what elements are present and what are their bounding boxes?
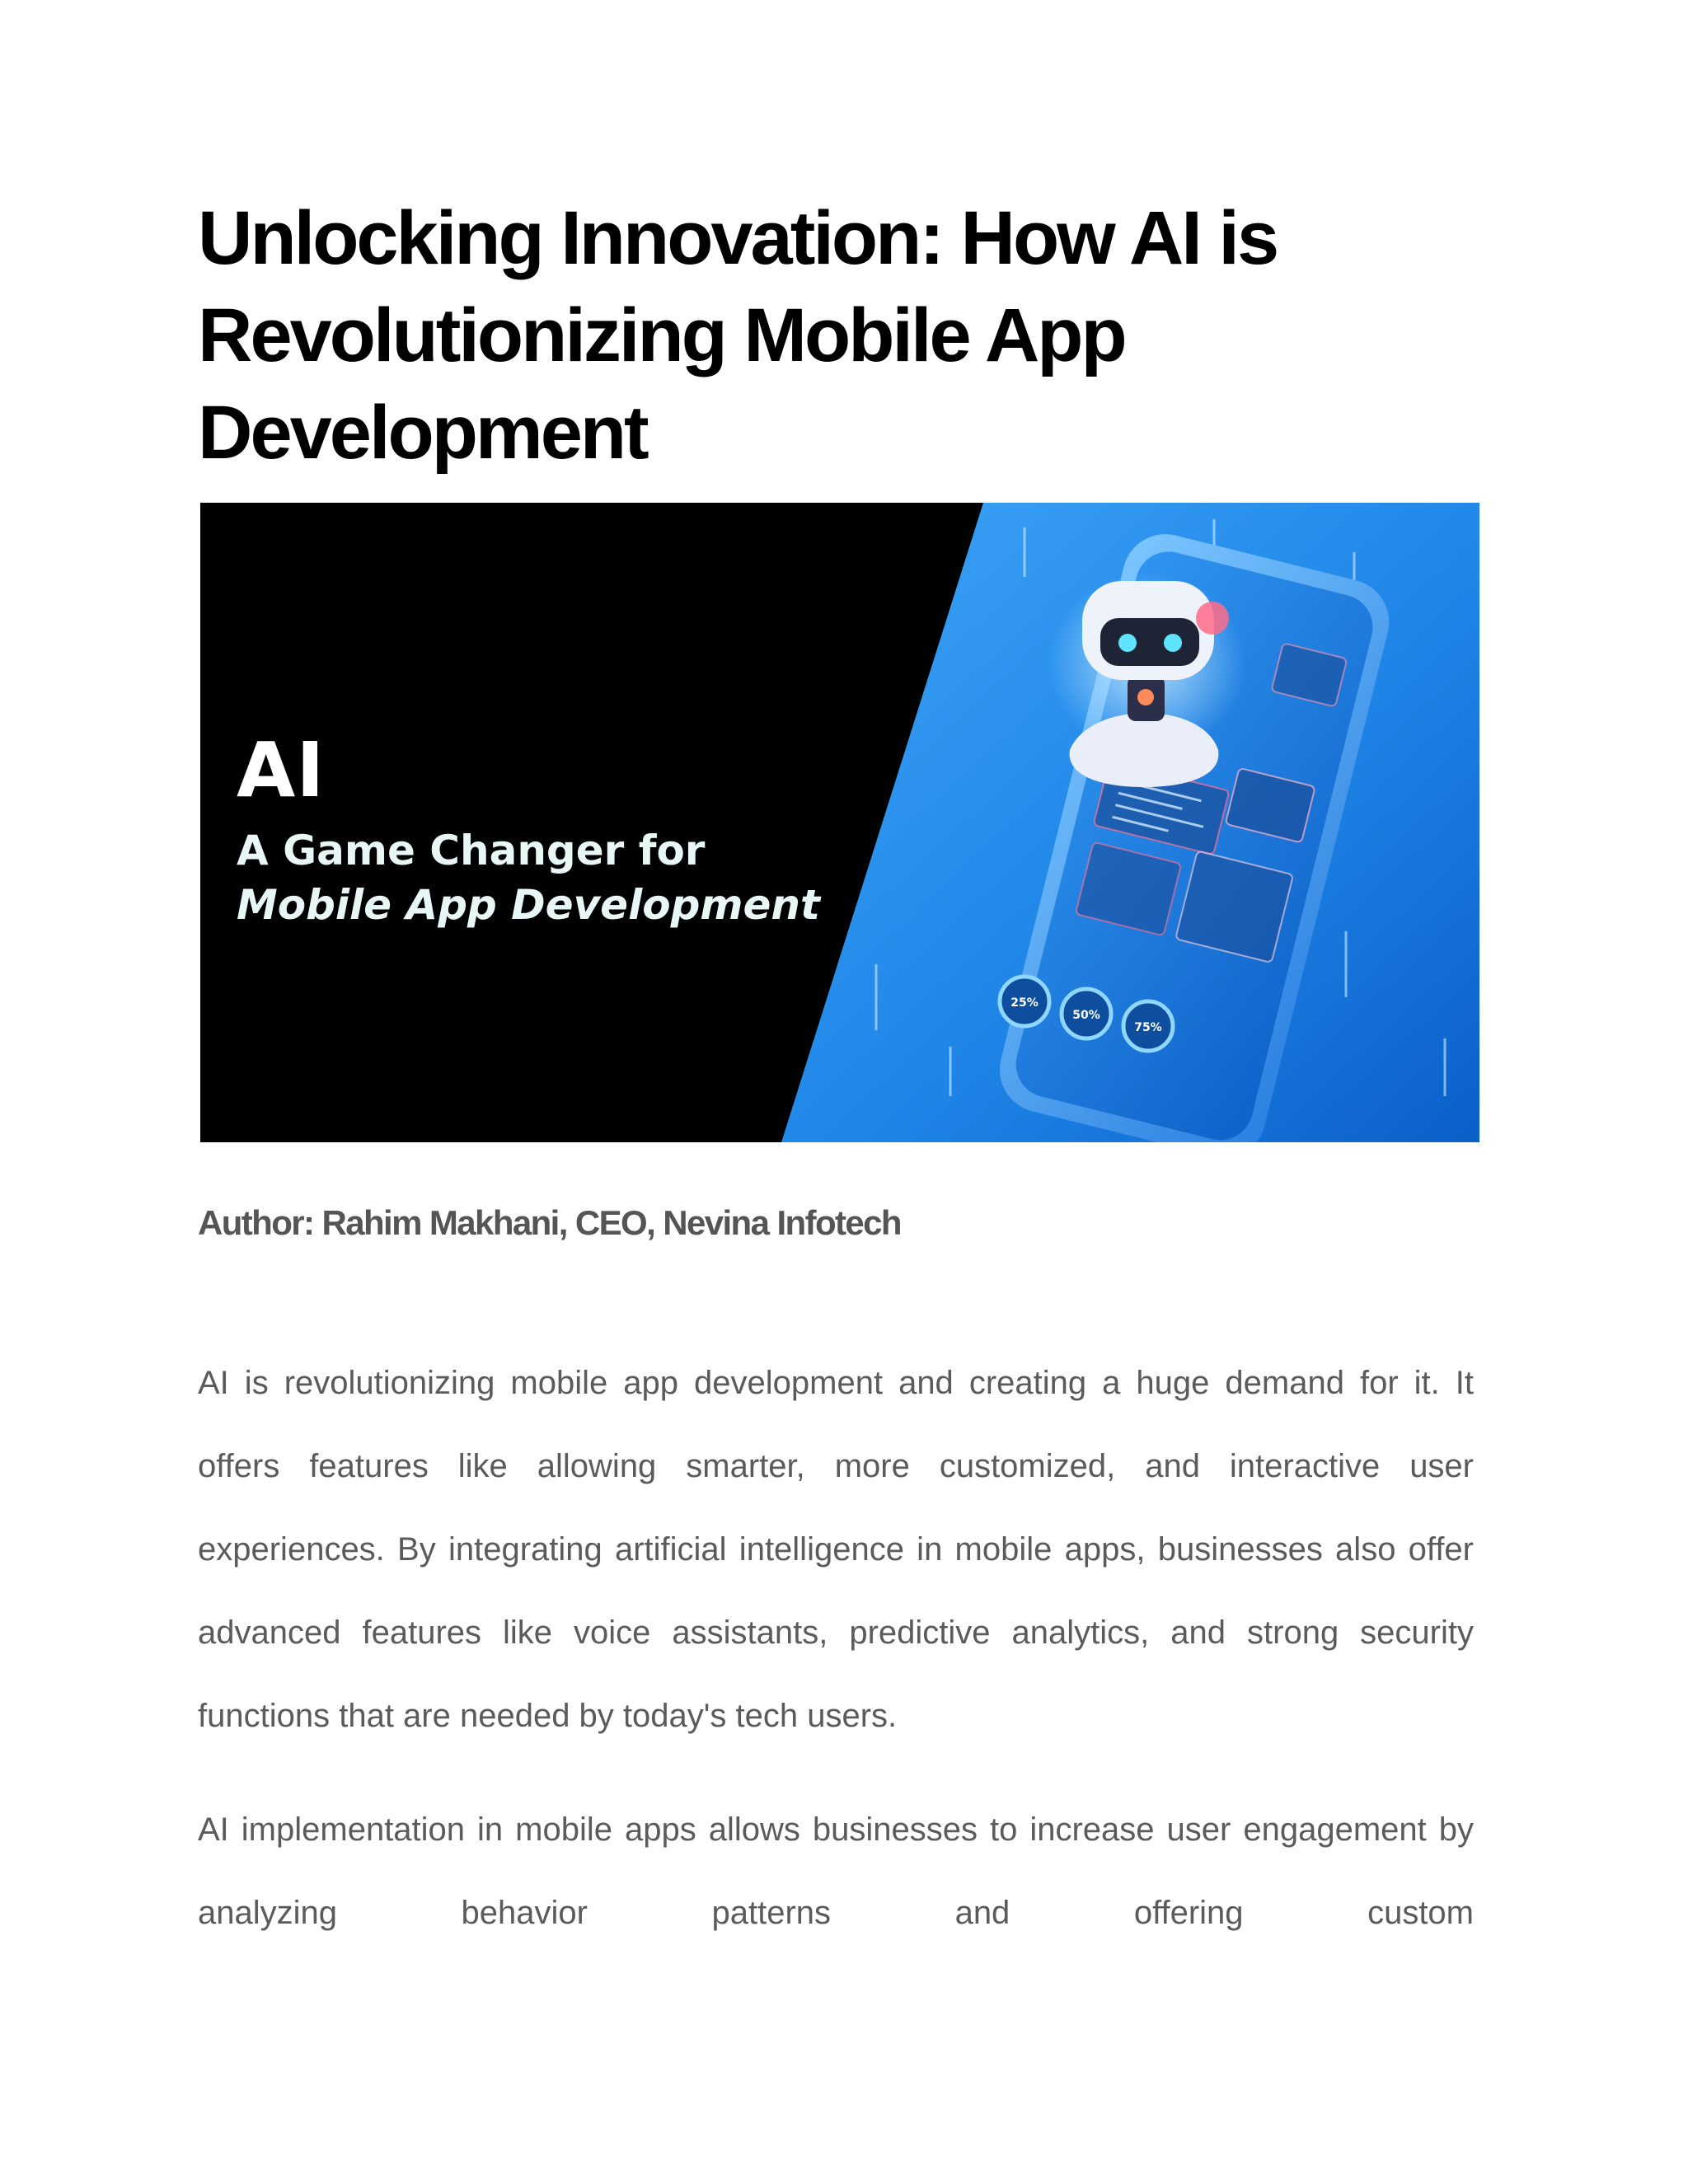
hero-heading: AI bbox=[237, 726, 326, 814]
gauge-75 bbox=[1123, 1001, 1173, 1051]
article-title: Unlocking Innovation: How AI is Revolutionizing Mobile App Development bbox=[198, 196, 1278, 475]
gauge-50-label: 50% bbox=[1072, 1009, 1100, 1022]
body-paragraph: AI is revolutionizing mobile app development and creating a huge demand for it. It offers features like allowing smarter, more customized, and interactive user experiences. By integrating artificial intelligence in mobile apps, businesses also offer advanced features like voice assistants, predictive analytics, and strong security functions that are needed by today's tech users. bbox=[198, 1365, 1474, 1734]
body-paragraph: AI implementation in mobile apps allows businesses to increase user engagement by analyzing behavior patterns and offering custom bbox=[198, 1811, 1474, 1931]
gauge-25-label: 25% bbox=[1010, 996, 1039, 1010]
gauge-50 bbox=[1062, 989, 1111, 1038]
hero-subheading-line2: Mobile App Development bbox=[237, 881, 820, 929]
hero-image bbox=[200, 503, 1479, 1142]
author-byline: Author: Rahim Makhani, CEO, Nevina Infotech bbox=[198, 1203, 901, 1242]
gauge-75-label: 75% bbox=[1134, 1021, 1162, 1034]
robot-icon bbox=[1048, 573, 1245, 787]
hero-subheading-line1: A Game Changer for bbox=[237, 827, 706, 874]
gauge-25 bbox=[1000, 977, 1049, 1026]
hero-caption bbox=[237, 726, 820, 932]
